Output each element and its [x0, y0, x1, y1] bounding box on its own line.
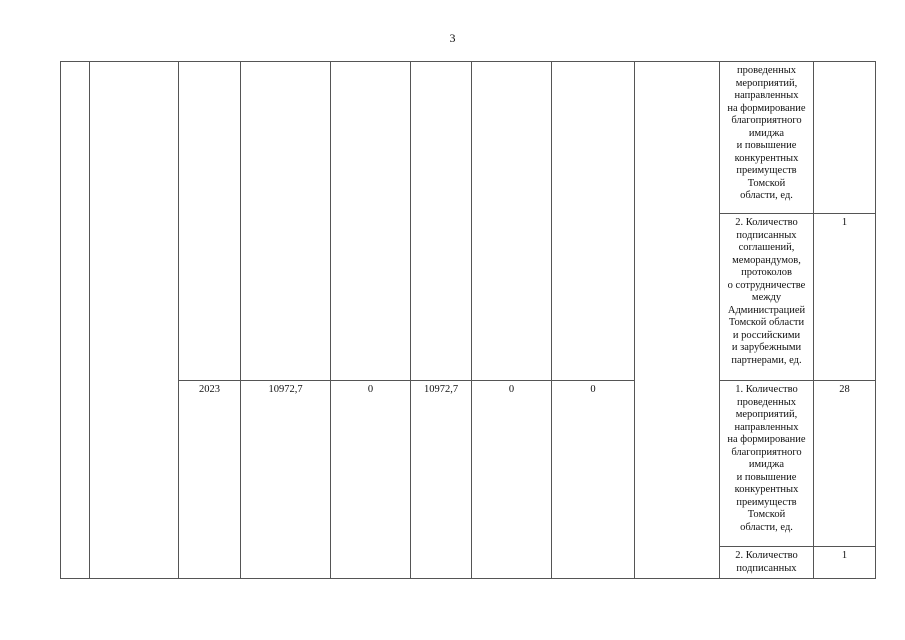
- indicator-2-value: 1: [841, 550, 848, 561]
- indicator-2: 2. Количество подписанных соглашений, меморандумов, протоколов о сотрудничестве между Администрацией Томской области и российскими и зарубежными партнерами, ед.: [727, 217, 806, 366]
- indicator-2-value: 1: [841, 217, 848, 228]
- funding-cell: 0: [367, 384, 374, 395]
- row-separator-indicators: [719, 213, 876, 214]
- indicator-1-value: 28: [839, 384, 850, 395]
- indicator-1-continued: проведенных мероприятий, направленных на формирование благоприятного имиджа и повышение конкурентных преимуществ Томской области, ед.: [727, 65, 806, 201]
- funding-cell: 0: [590, 384, 596, 395]
- column-border: [551, 61, 552, 579]
- column-border: [60, 61, 61, 579]
- table-bottom-border: [60, 578, 876, 579]
- column-border: [875, 61, 876, 579]
- year-cell: 2023: [199, 384, 220, 395]
- column-border: [178, 61, 179, 579]
- column-border: [330, 61, 331, 579]
- page-number: 3: [449, 31, 456, 45]
- column-border: [813, 61, 814, 579]
- indicator-1: 1. Количество проведенных мероприятий, направленных на формирование благоприятного имиджа и повышение конкурентных преимуществ Томской области, ед.: [727, 384, 806, 533]
- row-separator-indicators: [719, 546, 876, 547]
- table-top-border: [60, 61, 876, 62]
- column-border: [89, 61, 90, 579]
- funding-cell: 10972,7: [423, 384, 459, 395]
- column-border: [634, 61, 635, 579]
- funding-cell: 0: [508, 384, 515, 395]
- column-border: [410, 61, 411, 579]
- total-funding-cell: 10972,7: [268, 384, 303, 395]
- column-border: [240, 61, 241, 579]
- row-separator-indicators: [719, 380, 876, 381]
- column-border: [471, 61, 472, 579]
- indicator-2-start: 2. Количество подписанных: [735, 550, 798, 574]
- row-separator-year: [178, 380, 634, 381]
